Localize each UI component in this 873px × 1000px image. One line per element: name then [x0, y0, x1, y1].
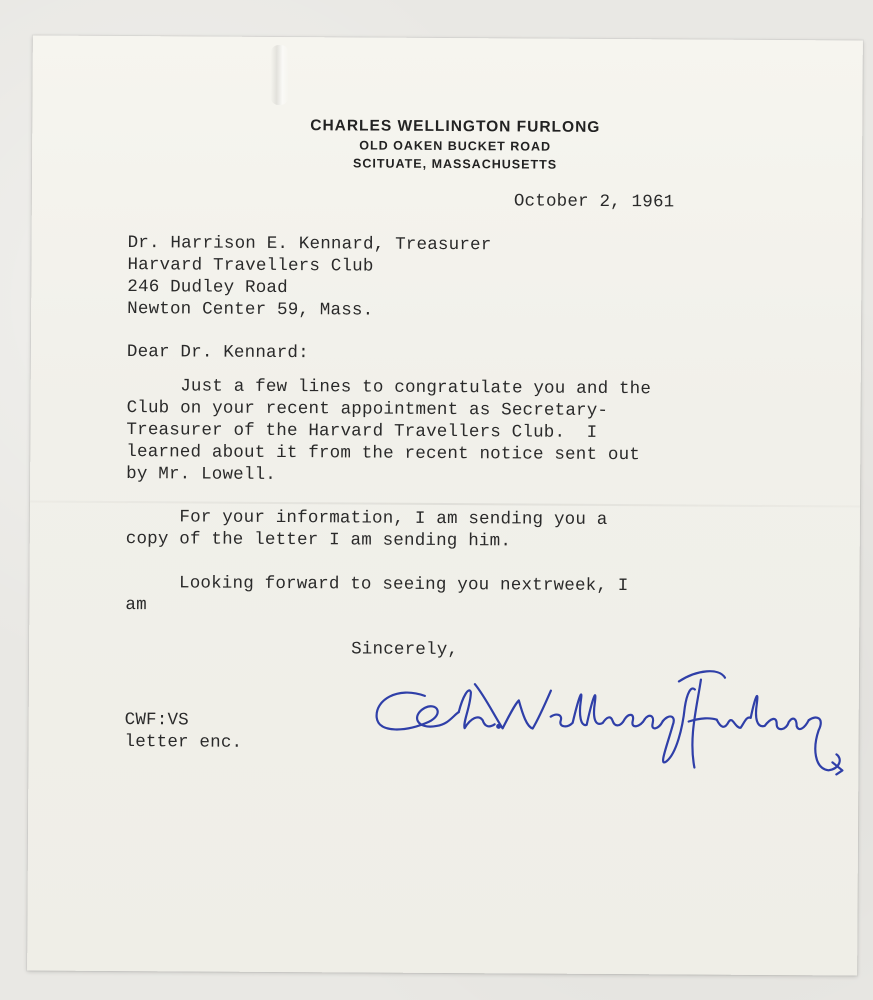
recipient-address	[127, 232, 491, 322]
body-paragraph-2	[126, 506, 608, 553]
body-line: For your information, I am sending you a	[125, 507, 608, 530]
recipient-line: Dr. Harrison E. Kennard, Treasurer	[127, 233, 492, 256]
letterhead-street: OLD OAKEN BUCKET ROAD	[359, 138, 552, 154]
body-line: Club on your recent appointment as Secretary-	[126, 398, 609, 421]
body-paragraph-1	[126, 375, 651, 488]
body-line: Looking forward to seeing you nextrweek, I	[125, 573, 629, 597]
letterhead-city: SCITUATE, MASSACHUSETTS	[353, 156, 558, 172]
letterhead-name: CHARLES WELLINGTON FURLONG	[310, 117, 601, 136]
body-line: Treasurer of the Harvard Travellers Club. I	[126, 420, 598, 443]
body-line: copy of the letter I am sending him.	[125, 529, 512, 552]
closing: Sincerely,	[351, 639, 459, 661]
reference-block	[124, 709, 242, 754]
handwritten-signature	[366, 656, 867, 779]
enclosure-note: letter enc.	[124, 732, 243, 753]
body-line: by Mr. Lowell.	[126, 464, 277, 485]
body-line: Just a few lines to congratulate you and the	[126, 376, 652, 400]
typist-initials: CWF:VS	[124, 710, 189, 731]
letter-date: October 2, 1961	[513, 191, 675, 213]
body-paragraph-3	[125, 572, 628, 619]
recipient-line: Harvard Travellers Club	[127, 255, 374, 277]
recipient-line: 246 Dudley Road	[127, 277, 288, 299]
paper-fold-mark	[270, 45, 288, 105]
salutation: Dear Dr. Kennard:	[126, 342, 309, 364]
body-line: learned about it from the recent notice sent out	[126, 442, 641, 466]
recipient-line: Newton Center 59, Mass.	[127, 299, 374, 321]
letter-sheet	[27, 35, 863, 975]
body-line: am	[125, 595, 147, 616]
